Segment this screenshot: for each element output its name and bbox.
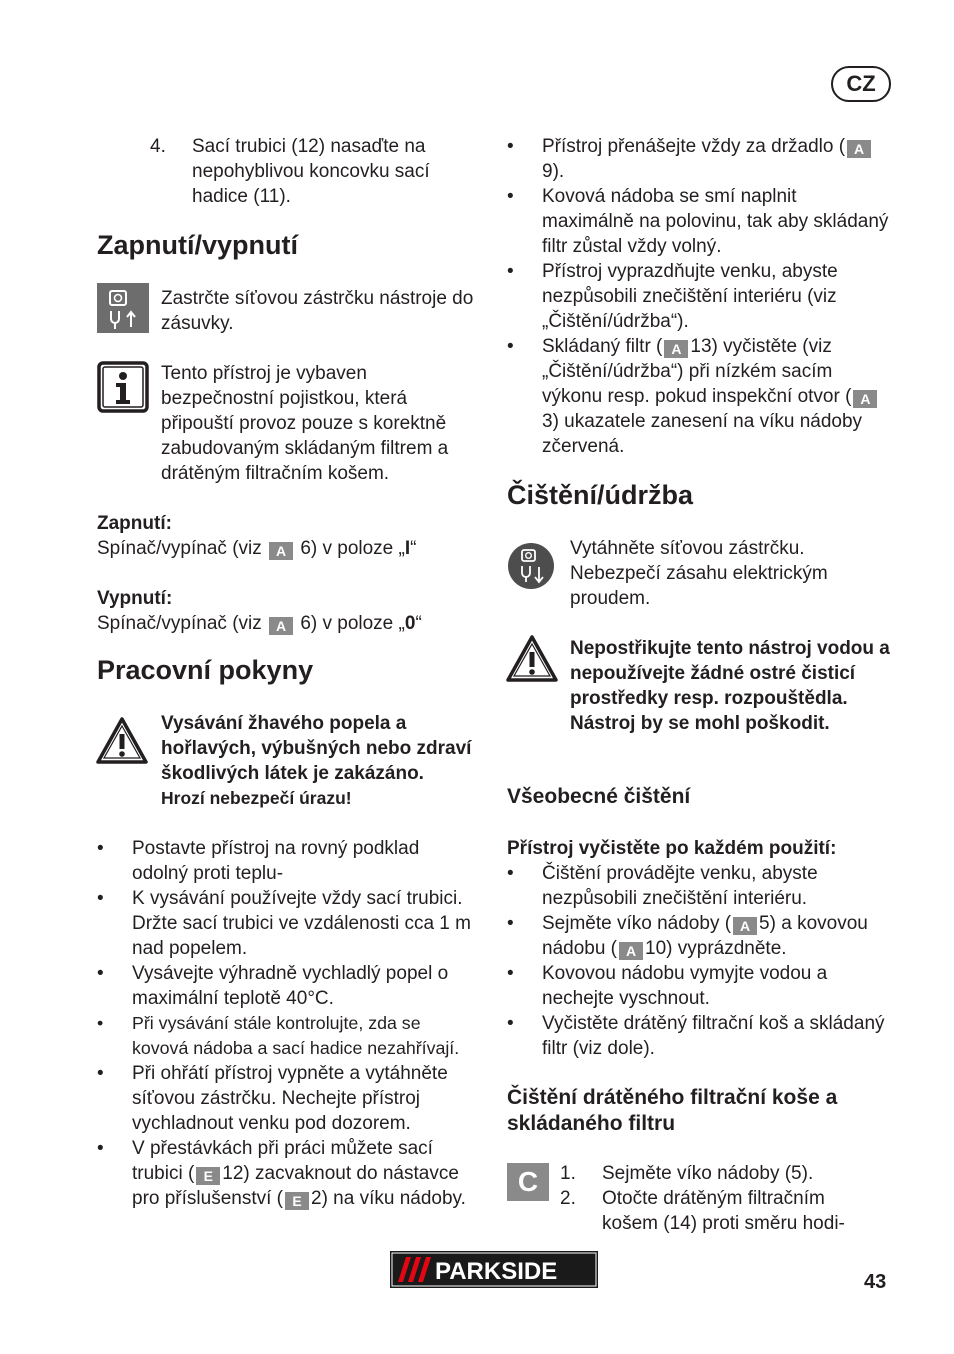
- bullet-text-b: 5) a kovovou nádobu (: [542, 913, 868, 959]
- on-text-b: 6) v poloze „: [300, 538, 405, 559]
- warning-icon: [505, 634, 559, 684]
- list-item: • Čištění provádějte venku, abyste nezpůsobili znečištění interiéru.: [507, 861, 889, 911]
- figure-badge: A: [269, 617, 293, 635]
- on-text-a: Spínač/vypínač (viz: [97, 538, 262, 559]
- warning-icon: [95, 716, 149, 766]
- cleaning-warning-text: Nepostřikujte tento nástroj vodou a nepoužívejte žádné ostré čisticí prostředky resp. rozpouštědla. Nástroj by se mohl poškodit.: [570, 638, 890, 734]
- figure-c-badge: C: [507, 1163, 549, 1201]
- list-item: • Vysávejte výhradně vychladlý popel o maximální teplotě 40°C.: [97, 961, 480, 1011]
- filter-step-list: [560, 1161, 880, 1236]
- bullet-text-b: 9).: [542, 161, 565, 182]
- figure-badge: A: [619, 942, 643, 960]
- page-number: 43: [864, 1271, 887, 1293]
- list-item: • Kovová nádoba se smí naplnit maximálně na polovinu, tak aby skládaný filtr zůstal vždy volný.: [507, 184, 889, 259]
- transport-bullet-list: [507, 134, 889, 459]
- step-list: [150, 134, 480, 209]
- list-item: • Kovovou nádobu vymyjte vodou a nechejte vyschnout.: [507, 961, 889, 1011]
- step-text: Sejměte víko nádoby (5).: [602, 1163, 814, 1184]
- work-bullet-list: [97, 836, 480, 1211]
- plug-in-icon: [97, 283, 149, 333]
- bullet-text-b: 12) zacvaknout do nástavce pro příslušenství (: [132, 1163, 459, 1209]
- plug-in-text: Zastrčte síťovou zástrčku nástroje do zásuvky.: [161, 288, 474, 334]
- logo-text: PARKSIDE: [435, 1258, 558, 1285]
- list-item: • K vysávání používejte vždy sací trubici. Držte sací trubici ve vzdálenosti cca 1 m nad popelem.: [97, 886, 480, 961]
- list-item: [507, 334, 889, 459]
- list-item: [150, 134, 480, 209]
- off-text-b: 6) v poloze „: [300, 613, 405, 634]
- heading-work-instructions: Pracovní pokyny: [97, 655, 314, 685]
- bullet-text-a: Skládaný filtr (: [542, 336, 663, 357]
- figure-badge: A: [733, 917, 757, 935]
- list-item: [507, 134, 889, 184]
- figure-badge: A: [269, 542, 293, 560]
- list-item: [560, 1186, 880, 1236]
- list-item: • Postavte přístroj na rovný podklad odolný proti teplu-: [97, 836, 480, 886]
- parkside-logo: [390, 1251, 598, 1288]
- bullet-text-b: 13) vyčistěte (viz „Čištění/údržba“) při nízkém sacím výkonu resp. pokud inspekční otvor (: [542, 336, 852, 407]
- step-number: 1.: [560, 1163, 576, 1184]
- step-text: Sací trubici (12) nasaďte na nepohyblivou koncovku sací hadice (11).: [192, 136, 430, 207]
- bullet-text-c: 10) vyprázdněte.: [645, 938, 787, 959]
- figure-badge: E: [196, 1167, 220, 1185]
- general-cleaning-list: [507, 861, 889, 1061]
- bullet-text-a: Přístroj přenášejte vždy za držadlo (: [542, 136, 846, 157]
- warning-text: Vysávání žhavého popela a hořlavých, výbušných nebo zdraví škodlivých látek je zakázáno.: [161, 713, 472, 784]
- heading-filter-cleaning: Čištění drátěného filtrační koše a skládaného filtru: [507, 1086, 838, 1135]
- list-item: [507, 911, 889, 961]
- step-number: 4.: [150, 136, 166, 157]
- list-item: [97, 1136, 480, 1211]
- list-item: • Při vysávání stále kontrolujte, zda se kovová nádoba a sací hadice nezahřívají.: [97, 1011, 480, 1061]
- on-label: Zapnutí:: [97, 513, 172, 534]
- off-text-a: Spínač/vypínač (viz: [97, 613, 262, 634]
- figure-badge: A: [847, 140, 871, 158]
- bullet-text-a: V přestávkách při práci můžete sací trubici (: [132, 1138, 433, 1184]
- list-item: [560, 1161, 880, 1186]
- bullet-text-a: Sejměte víko nádoby (: [542, 913, 732, 934]
- off-instruction: [97, 611, 477, 636]
- on-text-c: “: [410, 538, 417, 559]
- list-item: • Přístroj vyprazdňujte venku, abyste nezpůsobili znečištění interiéru (viz „Čištění/údržba“).: [507, 259, 889, 334]
- bullet-text-c: 3) ukazatele zanesení na víku nádoby zčervená.: [542, 411, 863, 457]
- heading-on-off: Zapnutí/vypnutí: [97, 230, 298, 260]
- on-position: I: [404, 538, 411, 559]
- info-text: Tento přístroj je vybaven bezpečnostní pojistkou, která připouští provoz pouze s korektně zabudovaným skládaným filtrem a drátěným filtračním košem.: [161, 363, 449, 484]
- after-use-label: Přístroj vyčistěte po každém použití:: [507, 838, 837, 859]
- warning-injury: Hrozí nebezpečí úrazu!: [161, 788, 352, 808]
- on-instruction: [97, 536, 477, 561]
- language-badge: CZ: [831, 66, 891, 102]
- step-number: 2.: [560, 1188, 576, 1209]
- figure-badge: A: [664, 340, 688, 358]
- off-position: 0: [404, 613, 416, 634]
- unplug-icon: [507, 541, 555, 591]
- bullet-text-c: 2) na víku nádoby.: [311, 1188, 466, 1209]
- unplug-text: Vytáhněte síťovou zástrčku. Nebezpečí zásahu elektrickým proudem.: [570, 538, 828, 609]
- off-label: Vypnutí:: [97, 588, 173, 609]
- heading-general-cleaning: Všeobecné čištění: [507, 785, 691, 808]
- figure-badge: E: [285, 1192, 309, 1210]
- off-text-c: “: [415, 613, 422, 634]
- list-item: • Při ohřátí přístroj vypněte a vytáhněte síťovou zástrčku. Nechejte přístroj vychladnout venku pod dozorem.: [97, 1061, 480, 1136]
- step-text: Otočte drátěným filtračním košem (14) proti směru hodi-: [602, 1188, 845, 1234]
- figure-badge: A: [853, 390, 877, 408]
- info-icon: [97, 361, 149, 413]
- list-item: • Vyčistěte drátěný filtrační koš a skládaný filtr (viz dole).: [507, 1011, 889, 1061]
- heading-cleaning: Čištění/údržba: [507, 480, 694, 510]
